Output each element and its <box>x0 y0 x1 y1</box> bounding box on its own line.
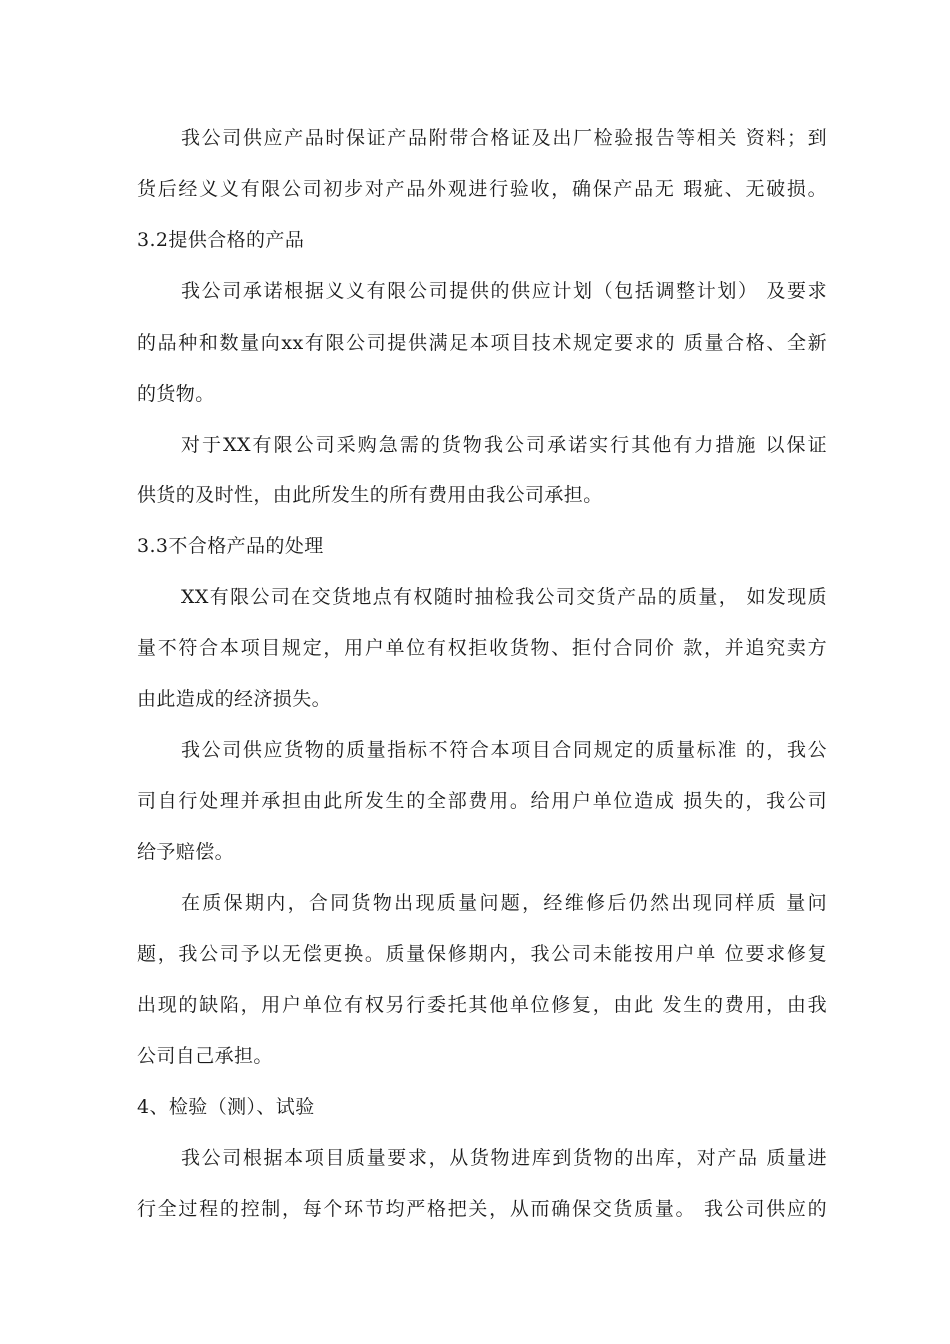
paragraph-line: 题，我公司予以无偿更换。质量保修期内，我公司未能按用户单 位要求修复 <box>137 943 827 965</box>
paragraph-line: 我公司供应产品时保证产品附带合格证及出厂检验报告等相关 资料；到 <box>181 127 827 149</box>
paragraph-line: 货后经义义有限公司初步对产品外观进行验收，确保产品无 瑕疵、无破损。 <box>137 178 827 200</box>
paragraph-line: 公司自己承担。 <box>137 1045 273 1067</box>
paragraph-line: 在质保期内，合同货物出现质量问题，经维修后仍然出现同样质 量问 <box>181 892 827 914</box>
paragraph-line: 出现的缺陷，用户单位有权另行委托其他单位修复，由此 发生的费用，由我 <box>137 994 827 1016</box>
paragraph-line: 量不符合本项目规定，用户单位有权拒收货物、拒付合同价 款，并追究卖方 <box>137 637 827 659</box>
paragraph-line: 对于XX有限公司采购急需的货物我公司承诺实行其他有力措施 以保证 <box>181 434 827 456</box>
paragraph-line: XX有限公司在交货地点有权随时抽检我公司交货产品的质量， 如发现质 <box>181 586 827 608</box>
section-heading: 4、检验（测）、试验 <box>137 1096 315 1118</box>
paragraph-line: 我公司供应货物的质量指标不符合本项目合同规定的质量标准 的，我公 <box>181 739 827 761</box>
paragraph-line: 我公司根据本项目质量要求，从货物进库到货物的出库，对产品 质量进 <box>181 1147 827 1169</box>
paragraph-line: 供货的及时性，由此所发生的所有费用由我公司承担。 <box>137 484 603 506</box>
paragraph-line: 由此造成的经济损失。 <box>137 688 332 710</box>
section-heading: 3.2提供合格的产品 <box>137 229 305 251</box>
paragraph-line: 我公司承诺根据义义有限公司提供的供应计划（包括调整计划） 及要求 <box>181 280 827 302</box>
paragraph-line: 司自行处理并承担由此所发生的全部费用。给用户单位造成 损失的，我公司 <box>137 790 827 812</box>
paragraph-line: 给予赔偿。 <box>137 841 235 863</box>
paragraph-line: 的货物。 <box>137 383 215 405</box>
paragraph-line: 行全过程的控制，每个环节均严格把关，从而确保交货质量。 我公司供应的 <box>137 1198 827 1220</box>
section-heading: 3.3不合格产品的处理 <box>137 535 324 557</box>
paragraph-line: 的品种和数量向xx有限公司提供满足本项目技术规定要求的 质量合格、全新 <box>137 332 827 354</box>
